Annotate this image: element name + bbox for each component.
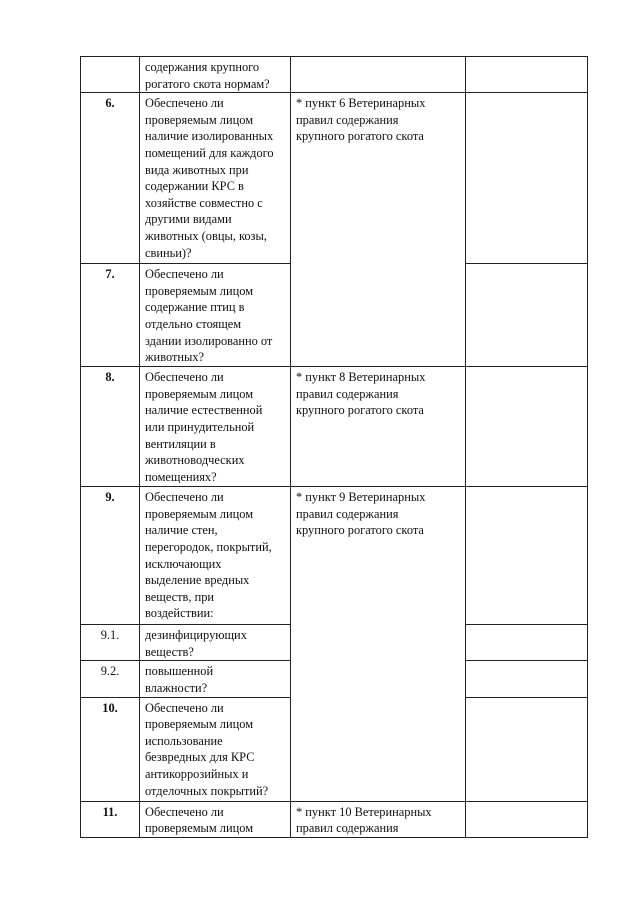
text-line: Обеспечено ли xyxy=(145,804,224,819)
text-line: рогатого скота нормам? xyxy=(145,76,270,91)
row-number: 9.2. xyxy=(81,661,140,697)
text-line: наличие естественной xyxy=(145,403,263,418)
text-line: содержания крупного xyxy=(145,60,260,74)
text-line: проверяемым лицом xyxy=(145,112,254,127)
row-number: 9. xyxy=(81,487,140,625)
row-number: 8. xyxy=(81,367,140,487)
text-line: отдельно стоящем xyxy=(145,316,242,331)
requirement-question xyxy=(140,625,291,661)
table-row xyxy=(81,801,588,837)
text-line: правил содержания xyxy=(296,386,399,401)
table-row xyxy=(81,661,588,697)
text-line: безвредных для КРС xyxy=(145,750,255,765)
text-line: проверяемым лицом xyxy=(145,506,254,521)
table-row xyxy=(81,697,588,801)
text-line: хозяйстве совместно с xyxy=(145,195,263,210)
requirement-question xyxy=(140,93,291,264)
requirement-question xyxy=(140,801,291,837)
answer-cell xyxy=(466,625,588,661)
row-number: 11. xyxy=(81,801,140,837)
text-line: Обеспечено ли xyxy=(145,700,224,715)
text-line: или принудительной xyxy=(145,419,255,434)
text-line: крупного рогатого скота xyxy=(296,129,424,144)
text-line: отделочных покрытий? xyxy=(145,783,269,798)
legal-reference xyxy=(291,801,466,837)
text-line: перегородок, покрытий, xyxy=(145,539,272,554)
text-line: исключающих xyxy=(145,556,222,571)
text-line: вентиляции в xyxy=(145,436,216,451)
requirement-question xyxy=(140,487,291,625)
text-line: крупного рогатого скота xyxy=(296,403,424,418)
text-line: животных (овцы, козы, xyxy=(145,228,267,243)
text-line: Обеспечено ли xyxy=(145,267,224,282)
text-line: здании изолированно от xyxy=(145,333,273,348)
table-row xyxy=(81,57,588,93)
text-line: вида животных при xyxy=(145,162,249,177)
text-line: использование xyxy=(145,733,223,748)
text-line: * пункт 6 Ветеринарных xyxy=(296,96,426,111)
text-line: Обеспечено ли xyxy=(145,490,224,505)
text-line: проверяемым лицом xyxy=(145,717,254,732)
text-line: наличие изолированных xyxy=(145,129,274,144)
requirement-question xyxy=(140,367,291,487)
text-line: веществ, при xyxy=(145,589,215,604)
legal-reference xyxy=(291,625,466,661)
text-line: дезинфицирующих xyxy=(145,628,247,643)
table-row xyxy=(81,93,588,264)
text-line: веществ? xyxy=(145,644,194,659)
row-number: 9.1. xyxy=(81,625,140,661)
text-line: антикоррозийных и xyxy=(145,766,249,781)
legal-reference xyxy=(291,93,466,264)
text-line: * пункт 9 Ветеринарных xyxy=(296,490,426,505)
checklist-table xyxy=(80,56,588,838)
text-line: животных? xyxy=(145,350,205,365)
table-row xyxy=(81,264,588,367)
requirement-question xyxy=(140,697,291,801)
text-line: проверяемым лицом xyxy=(145,821,254,836)
text-line: другими видами xyxy=(145,212,232,227)
row-number: 6. xyxy=(81,93,140,264)
text-line: правил содержания xyxy=(296,506,399,521)
table-row xyxy=(81,487,588,625)
answer-cell xyxy=(466,487,588,625)
requirement-question xyxy=(140,264,291,367)
text-line: * пункт 10 Ветеринарных xyxy=(296,804,432,819)
answer-cell xyxy=(466,801,588,837)
text-line: содержание птиц в xyxy=(145,300,245,315)
text-line: правил содержания xyxy=(296,821,399,836)
row-number: 10. xyxy=(81,697,140,801)
text-line: влажности? xyxy=(145,680,208,695)
legal-reference xyxy=(291,661,466,697)
text-line: правил содержания xyxy=(296,112,399,127)
text-line: проверяемым лицом xyxy=(145,283,254,298)
answer-cell xyxy=(466,367,588,487)
text-line: наличие стен, xyxy=(145,523,218,538)
text-line: Обеспечено ли xyxy=(145,96,224,111)
text-line: воздействии: xyxy=(145,606,214,621)
text-line: крупного рогатого скота xyxy=(296,523,424,538)
text-line: повышенной xyxy=(145,664,214,679)
answer-cell xyxy=(466,264,588,367)
table-row xyxy=(81,367,588,487)
text-line: животноводческих xyxy=(145,453,245,468)
legal-reference xyxy=(291,487,466,625)
requirement-question xyxy=(140,57,291,93)
answer-cell xyxy=(466,661,588,697)
answer-cell xyxy=(466,697,588,801)
text-line: помещениях? xyxy=(145,469,217,484)
legal-reference xyxy=(291,367,466,487)
legal-reference xyxy=(291,264,466,367)
answer-cell xyxy=(466,93,588,264)
row-number: 7. xyxy=(81,264,140,367)
text-line: содержании КРС в xyxy=(145,179,244,194)
text-line: выделение вредных xyxy=(145,573,250,588)
text-line: Обеспечено ли xyxy=(145,370,224,385)
text-line: * пункт 8 Ветеринарных xyxy=(296,370,426,385)
requirement-question xyxy=(140,661,291,697)
answer-cell xyxy=(466,57,588,93)
text-line: свиньи)? xyxy=(145,245,192,260)
row-number xyxy=(81,57,140,93)
text-line: проверяемым лицом xyxy=(145,386,254,401)
table-row xyxy=(81,625,588,661)
text-line: помещений для каждого xyxy=(145,145,274,160)
legal-reference xyxy=(291,697,466,801)
legal-reference xyxy=(291,57,466,93)
